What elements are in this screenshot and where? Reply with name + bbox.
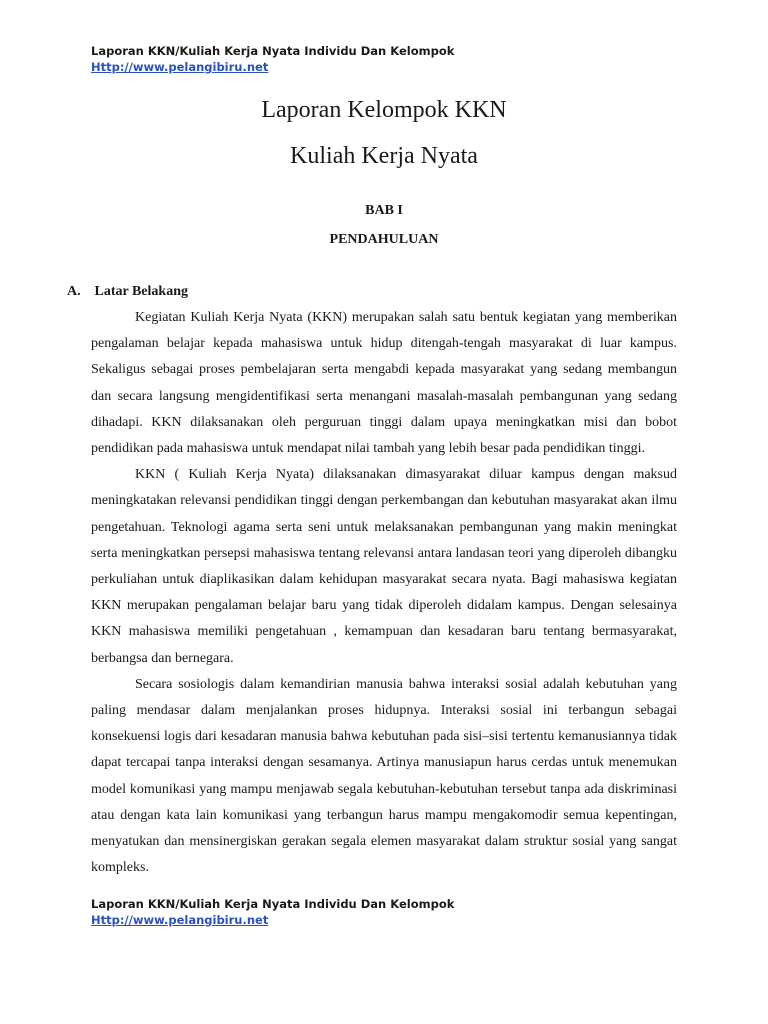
section-heading bbox=[67, 283, 188, 301]
footer-title: Laporan KKN/Kuliah Kerja Nyata Individu Dan Kelompok bbox=[91, 897, 455, 911]
page-header bbox=[91, 43, 454, 75]
header-link[interactable]: Http://www.pelangibiru.net bbox=[91, 60, 269, 74]
document-subtitle: Kuliah Kerja Nyata bbox=[290, 143, 478, 169]
page-footer bbox=[91, 896, 454, 928]
section-number: A. bbox=[67, 284, 81, 299]
chapter-number: BAB I bbox=[365, 203, 403, 218]
chapter-title: PENDAHULUAN bbox=[329, 232, 439, 247]
footer-link[interactable]: Http://www.pelangibiru.net bbox=[91, 913, 269, 927]
paragraph: Secara sosiologis dalam kemandirian manusia bahwa interaksi sosial adalah kebutuhan yang paling mendasar dalam menjalankan proses hidupnya. Interaksi sosial ini terbangun sebagai konsekuensi logis dari kesadaran manusia bahwa kebutuhan pada sisi–sisi tertentu kemanusiannya tidak dapat tercapai tanpa interaksi dengan sesamanya. Artinya manusiapun harus cerdas untuk menemukan model komunikasi yang mampu menjawab segala kebutuhan-kebutuhan tersebut tanpa ada diskriminasi atau dengan kata lain komunikasi yang terbangun harus mampu mengakomodir semua kepentingan, menyatukan dan mensinergiskan gerakan segala elemen masyarakat dalam struktur sosial yang sangat kompleks. bbox=[91, 676, 677, 876]
paragraph: KKN ( Kuliah Kerja Nyata) dilaksanakan dimasyarakat diluar kampus dengan maksud meningkatakan relevansi pendidikan tinggi dengan perkembangan dan kebutuhan masyarakat akan ilmu pengetahuan. Teknologi agama serta seni untuk melaksanakan pembangunan yang makin meningkat serta meningkatkan persepsi mahasiswa tentang relevansi antara landasan teori yang diperoleh dibangku perkuliahan untuk diaplikasikan dalam kehidupan masyarakat secara nyata. Bagi mahasiswa kegiatan KKN merupakan pengalaman belajar baru yang tidak diperoleh didalam kampus. Dengan selesainya KKN mahasiswa memiliki pengetahuan , kemampuan dan kesadaran baru tentang bermasyarakat, berbangsa dan bernegara. bbox=[91, 467, 677, 666]
body-text bbox=[91, 305, 677, 881]
header-title: Laporan KKN/Kuliah Kerja Nyata Individu Dan Kelompok bbox=[91, 44, 455, 58]
document-title: Laporan Kelompok KKN bbox=[261, 97, 507, 123]
section-title: Latar Belakang bbox=[94, 284, 188, 299]
paragraph: Kegiatan Kuliah Kerja Nyata (KKN) merupakan salah satu bentuk kegiatan yang memberikan pengalaman belajar kepada mahasiswa untuk hidup ditengah-tengah masyarakat di luar kampus. Sekaligus sebagai proses pembelajaran serta mengabdi kepada masyarakat yang sedang membangun dan secara langsung mengidentifikasi serta menangani masalah-masalah pembangunan yang sedang dihadapi. KKN dilaksanakan oleh perguruan tinggi dalam upaya meningkatkan misi dan bobot pendidikan pada mahasiswa untuk mendapat nilai tambah yang lebih besar pada pendidikan tinggi. bbox=[91, 310, 677, 457]
